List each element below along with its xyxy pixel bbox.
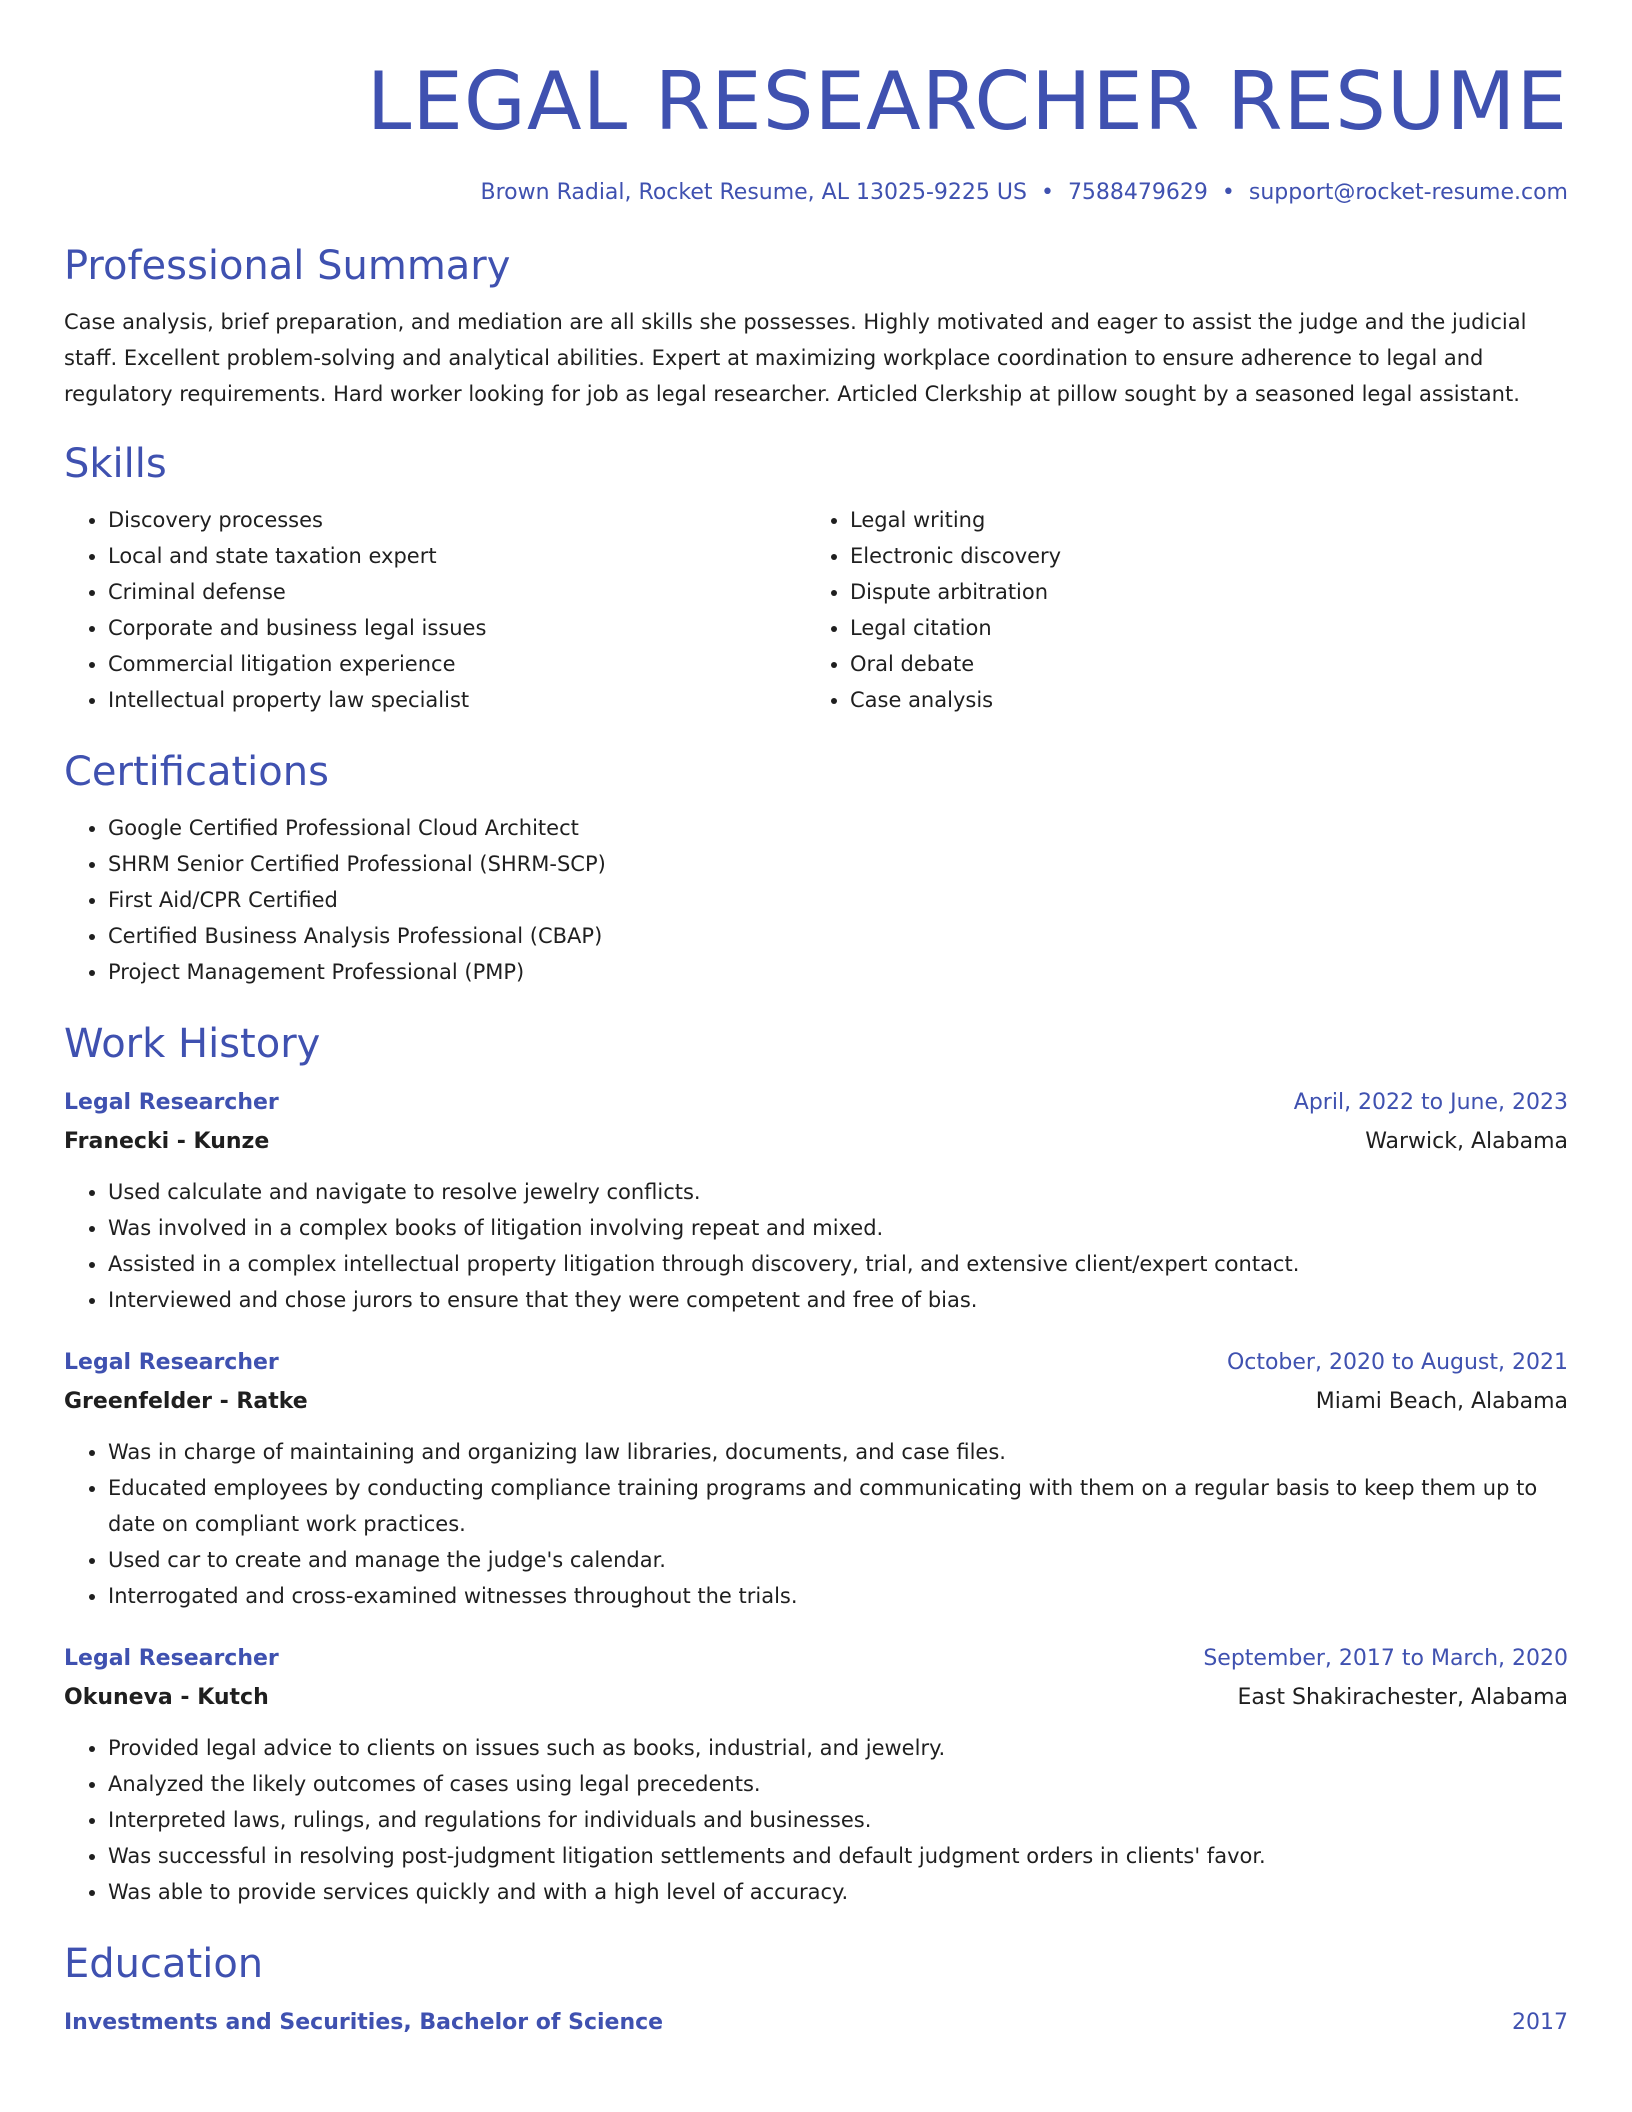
- job-bullet: • Was successful in resolving post-judgment litigation settlements and default judgment orders in clients' favor.: [108, 1838, 1568, 1874]
- job-location: Warwick, Alabama: [1365, 1129, 1568, 1154]
- skill-item: • Electronic discovery: [850, 538, 1568, 574]
- job-bullets: [64, 1434, 1568, 1614]
- job-subheader: [64, 1678, 1568, 1718]
- skills-list-right: [806, 502, 1568, 718]
- education-entry: [64, 2004, 1568, 2042]
- job-bullet: • Interpreted laws, rulings, and regulations for individuals and businesses.: [108, 1802, 1568, 1838]
- skill-item: • Corporate and business legal issues: [108, 610, 806, 646]
- job-header: [64, 1640, 1568, 1678]
- job-company: Franecki - Kunze: [64, 1129, 270, 1154]
- certification-item: • Google Certified Professional Cloud Architect: [108, 810, 1568, 846]
- job-bullets: [64, 1730, 1568, 1910]
- job-entry: [64, 1084, 1568, 1318]
- job-company: Okuneva - Kutch: [64, 1685, 269, 1710]
- certification-item: • First Aid/CPR Certified: [108, 882, 1568, 918]
- skill-item: • Legal writing: [850, 502, 1568, 538]
- skill-item: • Intellectual property law specialist: [108, 682, 806, 718]
- contact-phone: 7588479629: [1067, 180, 1208, 205]
- job-bullet: • Provided legal advice to clients on issues such as books, industrial, and jewelry.: [108, 1730, 1568, 1766]
- resume-title: LEGAL RESEARCHER RESUME: [366, 55, 1568, 148]
- skill-item: • Local and state taxation expert: [108, 538, 806, 574]
- skill-item: • Dispute arbitration: [850, 574, 1568, 610]
- job-dates: October, 2020 to August, 2021: [1226, 1350, 1568, 1375]
- job-bullet: • Interviewed and chose jurors to ensure that they were competent and free of bias.: [108, 1282, 1568, 1318]
- job-header: [64, 1084, 1568, 1122]
- education-heading: Education: [64, 1941, 264, 1987]
- job-bullet: • Analyzed the likely outcomes of cases using legal precedents.: [108, 1766, 1568, 1802]
- job-location: Miami Beach, Alabama: [1315, 1389, 1568, 1414]
- skills-list-left: [64, 502, 806, 718]
- job-entry: [64, 1640, 1568, 1910]
- job-bullet: • Was able to provide services quickly and with a high level of accuracy.: [108, 1874, 1568, 1910]
- job-bullet: • Used calculate and navigate to resolve jewelry conflicts.: [108, 1174, 1568, 1210]
- education-degree: Investments and Securities, Bachelor of Science: [64, 2010, 664, 2035]
- job-header: [64, 1344, 1568, 1382]
- skill-item: • Case analysis: [850, 682, 1568, 718]
- job-bullet: • Assisted in a complex intellectual property litigation through discovery, trial, and extensive client/expert contact.: [108, 1246, 1568, 1282]
- contact-email: support@rocket-resume.com: [1248, 180, 1568, 205]
- skill-item: • Legal citation: [850, 610, 1568, 646]
- certifications-heading: Certifications: [64, 749, 329, 795]
- certifications-list: [64, 810, 1568, 990]
- contact-line: [64, 178, 1568, 208]
- summary-heading: Professional Summary: [64, 243, 511, 289]
- job-location: East Shakirachester, Alabama: [1237, 1685, 1568, 1710]
- certification-item: • SHRM Senior Certified Professional (SHRM-SCP): [108, 846, 1568, 882]
- summary-text: Case analysis, brief preparation, and mediation are all skills she possesses. Highly motivated and eager to assist the judge and the judicial staff. Excellent problem-solving and analytical abilities. Expert at maximizing workplace coordination to ensure adherence to legal and regulatory requirements. Hard worker looking for job as legal researcher. Articled Clerkship at pillow sought by a seasoned legal assistant.: [64, 310, 1527, 406]
- contact-address: Brown Radial, Rocket Resume, AL 13025-9225 US: [480, 180, 1027, 205]
- job-dates: September, 2017 to March, 2020: [1203, 1646, 1568, 1671]
- job-subheader: [64, 1122, 1568, 1162]
- job-bullet: • Interrogated and cross-examined witnesses throughout the trials.: [108, 1578, 1568, 1614]
- skills-grid: [64, 502, 1568, 718]
- job-bullet: • Used car to create and manage the judge's calendar.: [108, 1542, 1568, 1578]
- job-subheader: [64, 1382, 1568, 1422]
- job-bullet: • Was in charge of maintaining and organizing law libraries, documents, and case files.: [108, 1434, 1568, 1470]
- job-entry: [64, 1344, 1568, 1614]
- skill-item: • Oral debate: [850, 646, 1568, 682]
- work-heading: Work History: [64, 1021, 321, 1067]
- skills-heading: Skills: [64, 441, 167, 487]
- education-year: 2017: [1512, 2010, 1568, 2035]
- job-title: Legal Researcher: [64, 1350, 279, 1375]
- job-title: Legal Researcher: [64, 1090, 279, 1115]
- job-bullet: • Was involved in a complex books of litigation involving repeat and mixed.: [108, 1210, 1568, 1246]
- job-bullets: [64, 1174, 1568, 1318]
- skill-item: • Criminal defense: [108, 574, 806, 610]
- skill-item: • Commercial litigation experience: [108, 646, 806, 682]
- contact-separator: •: [1040, 180, 1054, 205]
- job-company: Greenfelder - Ratke: [64, 1389, 308, 1414]
- job-title: Legal Researcher: [64, 1646, 279, 1671]
- job-bullet: • Educated employees by conducting compliance training programs and communicating with them on a regular basis to keep them up to date on compliant work practices.: [108, 1470, 1568, 1542]
- contact-separator: •: [1221, 180, 1235, 205]
- skill-item: • Discovery processes: [108, 502, 806, 538]
- certification-item: • Certified Business Analysis Professional (CBAP): [108, 918, 1568, 954]
- certification-item: • Project Management Professional (PMP): [108, 954, 1568, 990]
- job-dates: April, 2022 to June, 2023: [1293, 1090, 1568, 1115]
